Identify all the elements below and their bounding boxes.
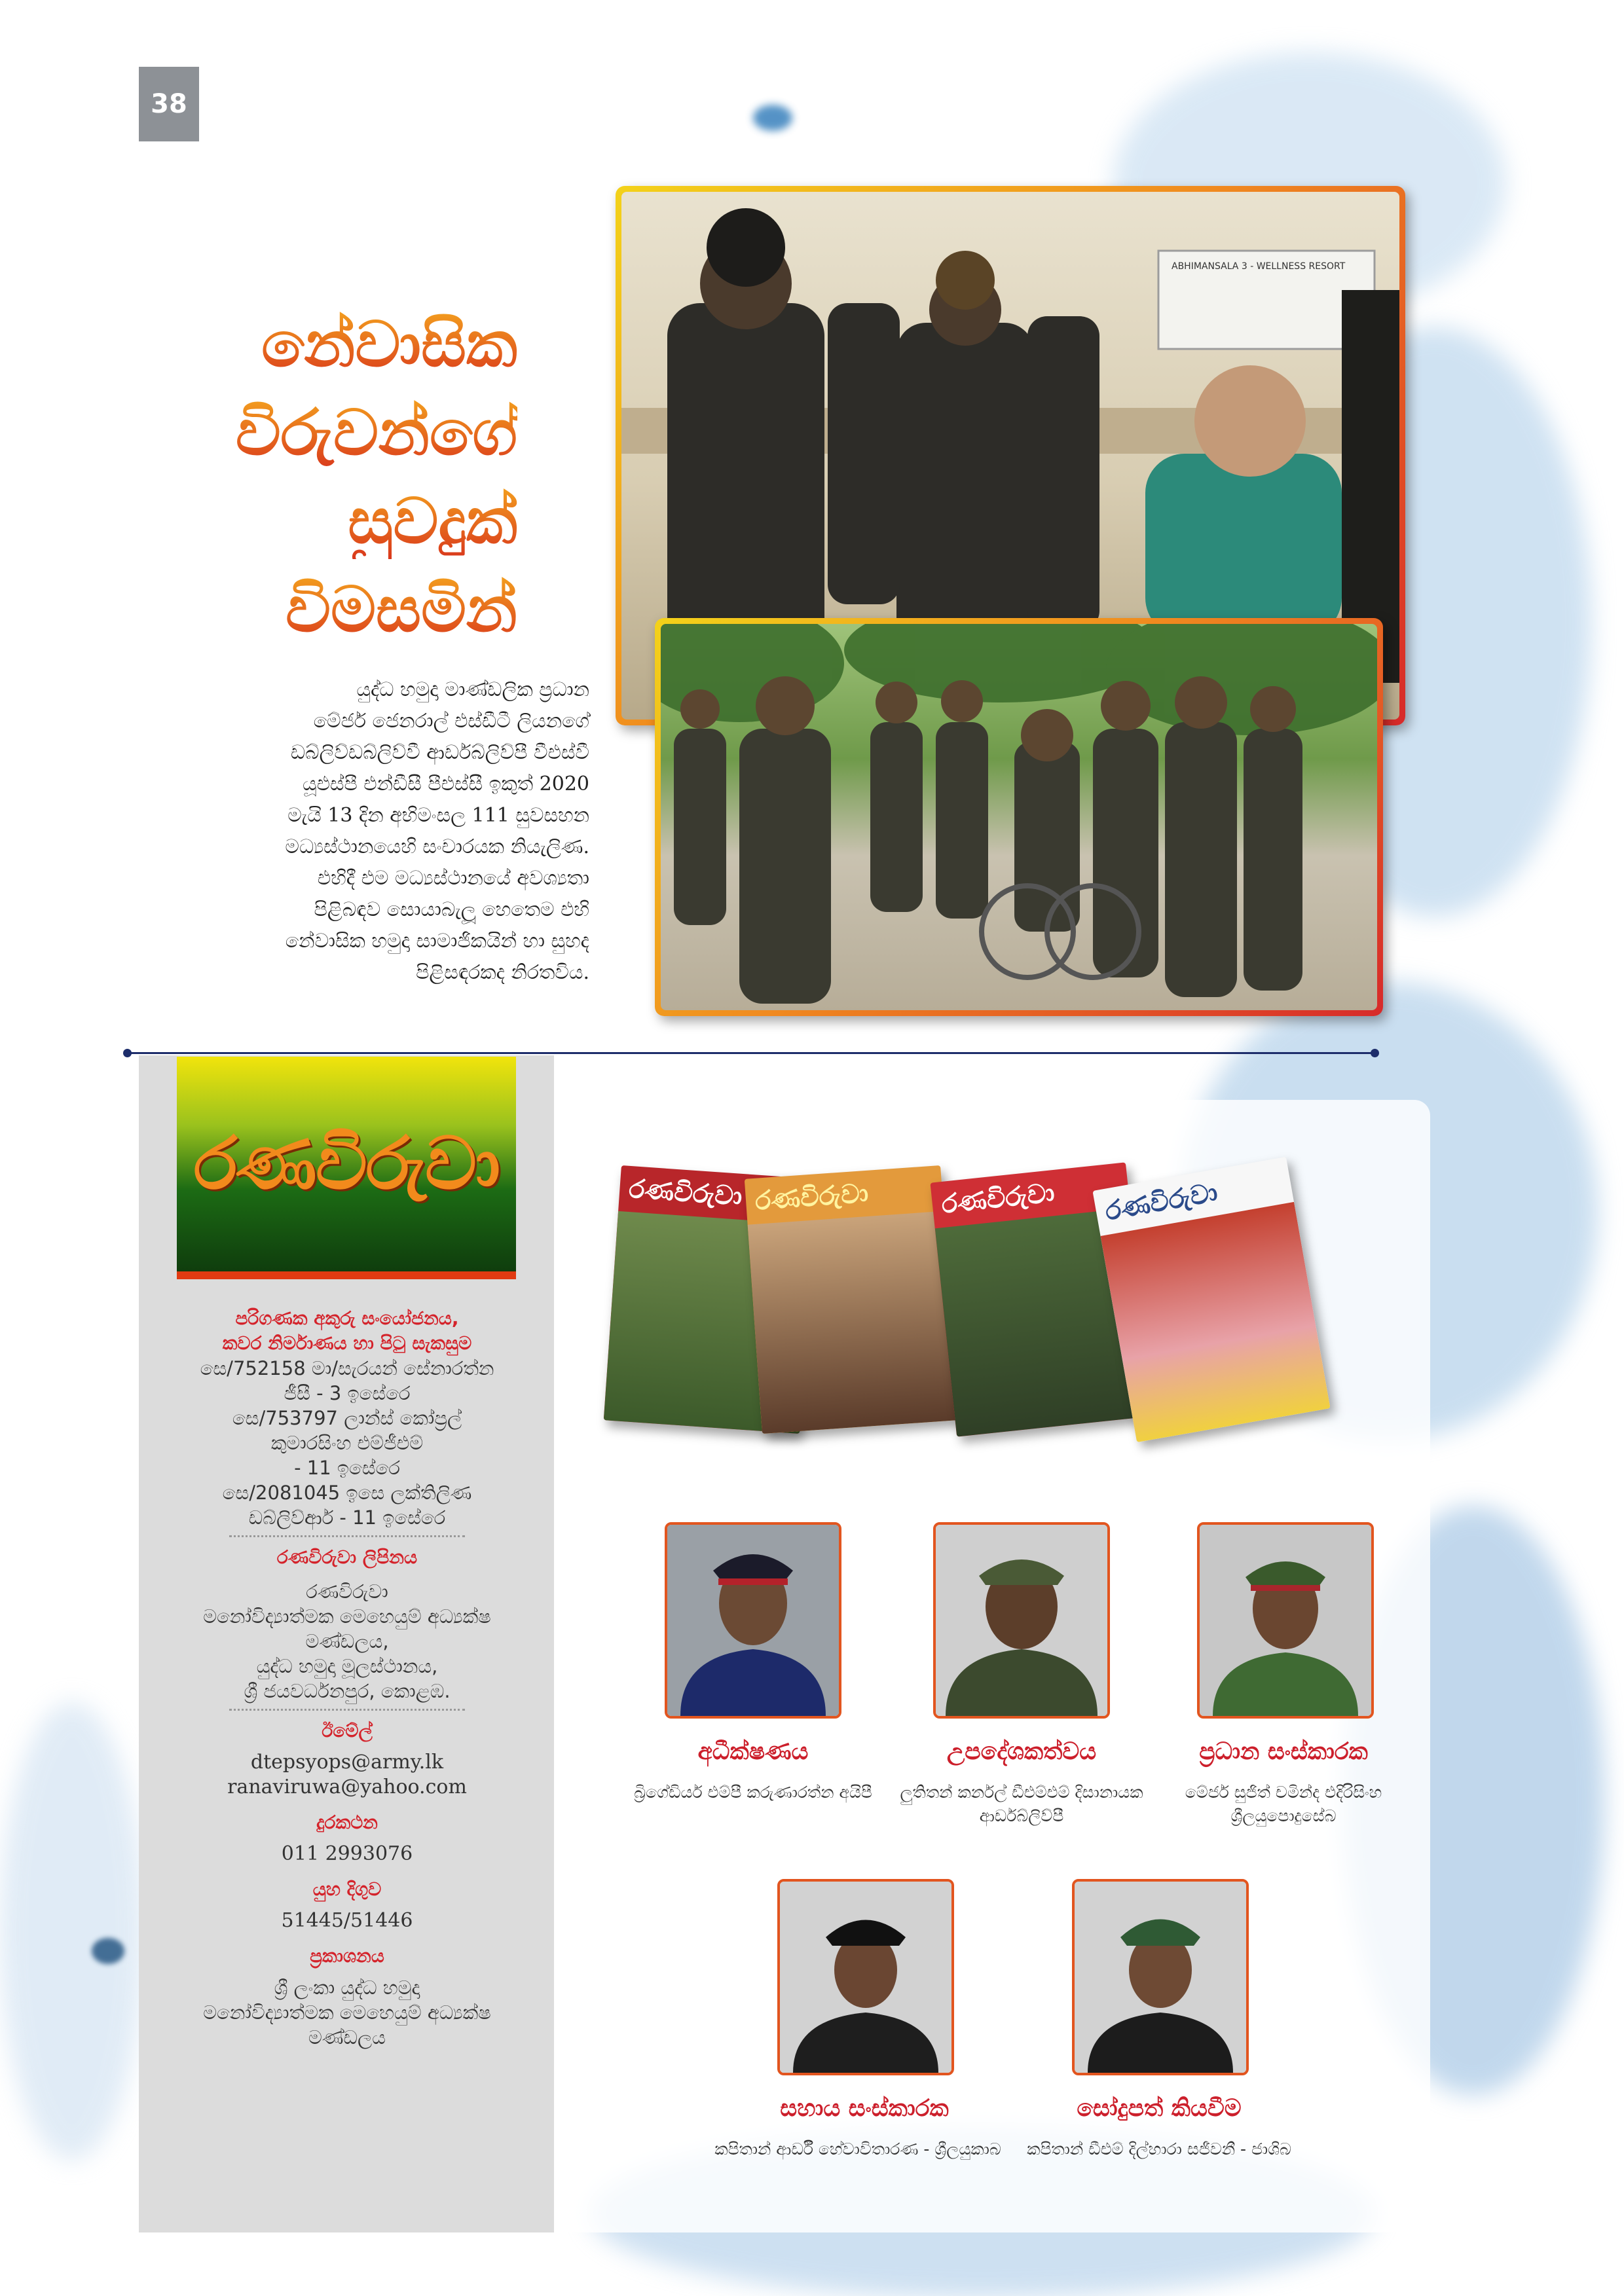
portrait-advisor xyxy=(933,1522,1110,1719)
logo-underline xyxy=(177,1271,516,1279)
staff-line: කුමාරසිංහ එම්ජීඑම් xyxy=(270,1432,424,1454)
dotted-divider xyxy=(229,1535,465,1537)
address-label: රණවිරුවා ලිපිනය xyxy=(276,1546,418,1568)
email-label: ඊමේල් xyxy=(322,1720,373,1741)
title-line: විරුවන්ගේ xyxy=(235,396,517,469)
ranaviruwa-logo xyxy=(177,1057,516,1271)
portrait-image xyxy=(1200,1525,1371,1716)
intro-line: පිළිසඳරකද නිරතවිය. xyxy=(416,961,589,984)
credits-heading: පරිගණක අකුරු සංයෝජනය, xyxy=(235,1307,459,1329)
article-intro xyxy=(177,674,589,989)
email-address[interactable]: dtepsyops@army.lk xyxy=(250,1751,444,1774)
credits-heading: කවර නිර්මාණය හා පිටු සැකසුම xyxy=(222,1332,472,1354)
address-line: මනෝවිද්‍යාත්මක මෙහෙයුම් අධ්‍යක්ෂ xyxy=(203,1605,491,1628)
photo-outdoor-scene xyxy=(661,624,1377,1010)
staff-name xyxy=(1166,1781,1401,1828)
portrait-director xyxy=(665,1522,841,1719)
intro-line: මේජර් ජෙනරාල් එස්ඩීටී ලියනගේ xyxy=(313,710,589,733)
portrait-proofreader xyxy=(1072,1879,1249,2075)
portrait-image xyxy=(667,1525,839,1716)
intro-line: පිළිබඳව සොයාබැලූ හෙතෙම එහි xyxy=(314,898,589,921)
staff-line: සෙ/2081045 ඉසෙ ලක්තිලිණ xyxy=(222,1482,472,1504)
role-title: සෝදුපත් කියවීම xyxy=(1077,2095,1242,2122)
page-number: 38 xyxy=(139,67,199,141)
publisher-line: ශ්‍රී ලංකා යුද්ධ හමුදා xyxy=(274,1977,420,1999)
phone-number: 011 2993076 xyxy=(281,1842,413,1865)
military-ext-label: යුහ දිගුව xyxy=(312,1878,382,1900)
role-title: උපදේශකත්වය xyxy=(946,1738,1097,1765)
address-line: රණවිරුවා xyxy=(306,1580,388,1603)
address-line: ශ්‍රී ජයවර්ධනපුර, කොළඹ. xyxy=(244,1680,451,1702)
staff-name-line: කපිතාන් ඩීඑම් දිල්හාරා සජීවනී - ජාශිබ xyxy=(1027,2140,1291,2159)
staff-line: ජීසී - 3 ඉසේරෙ xyxy=(284,1382,411,1404)
photo-sign-text: ABHIMANSALA 3 - WELLNESS RESORT xyxy=(1172,261,1346,272)
portrait-chief-editor xyxy=(1197,1522,1374,1719)
address-line: මණ්ඩලය, xyxy=(305,1630,389,1652)
portrait-image xyxy=(936,1525,1107,1716)
role-title: ප්‍රධාන සංස්කාරක xyxy=(1199,1738,1368,1765)
address-line: යුද්ධ හමුදා මූලස්ථානය, xyxy=(256,1655,438,1677)
intro-line: යුද්ධ හමුදා මාණ්ඩලික ප්‍රධාන xyxy=(356,678,589,701)
staff-line: සෙ/753797 ලාන්ස් කෝප්‍රල් xyxy=(232,1407,462,1429)
portrait-image xyxy=(1075,1882,1246,2073)
title-line: නේවාසික xyxy=(261,308,517,381)
role-title: සහාය සංස්කාරක xyxy=(780,2095,949,2122)
intro-line: නේවාසික හමුදා සාමාජිකයින් හා සුහද xyxy=(285,930,589,953)
intro-line: මැයි 13 දින අභිමංසල 111 සුවසහන xyxy=(287,804,589,827)
intro-line: යූඑස්පී එන්ඩීසී පීඑස්සී ඉකුත් 2020 xyxy=(303,773,589,795)
publisher-line: මණ්ඩලය xyxy=(308,2026,386,2049)
publisher-label: ප්‍රකාශනය xyxy=(310,1945,384,1967)
section-divider xyxy=(126,1052,1376,1054)
phone-label: දුරකථන xyxy=(316,1812,378,1833)
staff-name-line: කපිතාන් ආර්ඩී හේවාවිතාරණ - ශ්‍රීලයුකාබ xyxy=(714,2140,1001,2159)
staff-name-line: ලුතිතන් කර්නල් ඩීඑම්එම් දිසානායක xyxy=(900,1783,1143,1802)
staff-name xyxy=(609,1781,897,1804)
military-ext: 51445/51446 xyxy=(281,1909,413,1932)
intro-line: එහිදී එම මධ්‍යස්ථානයේ අවශ්‍යතා xyxy=(317,867,589,890)
staff-name-line: බ්‍රිගේඩියර් එම්පී කරුණාරත්න අයිපී xyxy=(634,1783,872,1802)
staff-name-line: මේජර් සුජිත් චමින්ද එදිරිසිංහ xyxy=(1185,1783,1382,1802)
role-title: අධීක්ෂණය xyxy=(697,1738,809,1765)
cover-masthead: රණවිරුවා xyxy=(754,1178,870,1216)
portrait-image xyxy=(780,1882,951,2073)
cover-masthead: රණවිරුවා xyxy=(1103,1177,1220,1227)
staff-name-line: ශ්‍රීලයුපොදුසේබ xyxy=(1230,1806,1337,1825)
staff-line: ඩබ්ලිව්ආර් - 11 ඉසේරෙ xyxy=(248,1506,446,1529)
staff-name xyxy=(884,1781,1159,1828)
staff-line: - 11 ඉසේරෙ xyxy=(294,1457,400,1479)
credits-block xyxy=(164,1306,530,2050)
dotted-divider xyxy=(229,1709,465,1711)
cover-masthead: රණවිරුවා xyxy=(627,1173,743,1212)
intro-line: ඩබ්ලිව්ඩබ්ලිව්වී ආර්ඩබ්ලිව්පී වීඑස්වී xyxy=(290,741,589,764)
email-address[interactable]: ranaviruwa@yahoo.com xyxy=(227,1776,467,1798)
magazine-cover xyxy=(745,1165,958,1434)
title-line: සුවදුක් xyxy=(348,484,517,558)
staff-line: සෙ/752158 මා/සැරයන් සේනාරත්න xyxy=(200,1357,494,1379)
title-line: විමසමින් xyxy=(285,573,517,646)
staff-name xyxy=(963,2138,1356,2161)
intro-line: මධ්‍යස්ථානයෙහි සංචාරයක නියැලිණ. xyxy=(285,835,589,858)
staff-name-line: ආර්ඩබ්ලිව්පී xyxy=(979,1806,1064,1825)
photo-outdoor-walk xyxy=(655,618,1383,1016)
cover-masthead: රණවිරුවා xyxy=(940,1178,1056,1220)
portrait-assistant-editor xyxy=(777,1879,954,2075)
publisher-line: මනෝවිද්‍යාත්මක මෙහෙයුම් අධ්‍යක්ෂ xyxy=(203,2001,491,2024)
logo-text: රණවිරුවා xyxy=(193,1121,500,1205)
